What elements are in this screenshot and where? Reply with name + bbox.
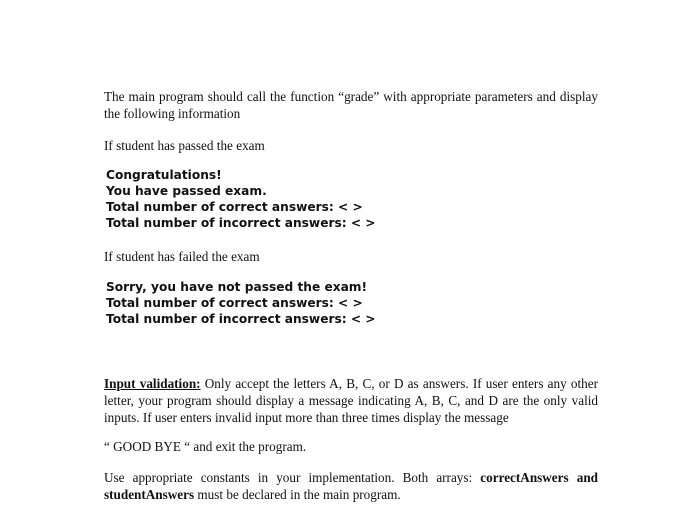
constants-arrays-names: correctAnswers and studentAnswers	[104, 470, 598, 502]
input-validation-paragraph	[104, 375, 598, 426]
passed-line-incorrect: Total number of incorrect answers: < >	[106, 216, 376, 230]
passed-line-passed: You have passed exam.	[106, 184, 267, 198]
failed-line-incorrect: Total number of incorrect answers: < >	[106, 312, 376, 326]
input-validation-text: Only accept the letters A, B, C, or D as answers. If user enters any other letter, your program should display a message indicating A, B, C, and D are the only valid inputs. If user enters invalid input more than three times display the message	[104, 376, 598, 425]
failed-line-correct: Total number of correct answers: < >	[106, 296, 363, 310]
passed-condition: If student has passed the exam	[104, 138, 265, 153]
constants-text-after: must be declared in the main program.	[194, 487, 401, 502]
failed-line-sorry: Sorry, you have not passed the exam!	[106, 280, 368, 294]
passed-line-correct: Total number of correct answers: < >	[106, 200, 363, 214]
constants-text-before: Use appropriate constants in your implementation. Both arrays:	[104, 470, 481, 485]
passed-message-block	[106, 167, 600, 231]
goodbye-line: “ GOOD BYE “ and exit the program.	[104, 439, 307, 454]
passed-line-congrats: Congratulations!	[106, 168, 222, 182]
failed-condition: If student has failed the exam	[104, 249, 260, 264]
intro-paragraph: The main program should call the function “grade” with appropriate parameters and display the following information	[104, 89, 598, 121]
failed-message-block	[106, 279, 600, 327]
constants-paragraph	[104, 469, 598, 503]
input-validation-label: Input validation:	[104, 376, 201, 391]
